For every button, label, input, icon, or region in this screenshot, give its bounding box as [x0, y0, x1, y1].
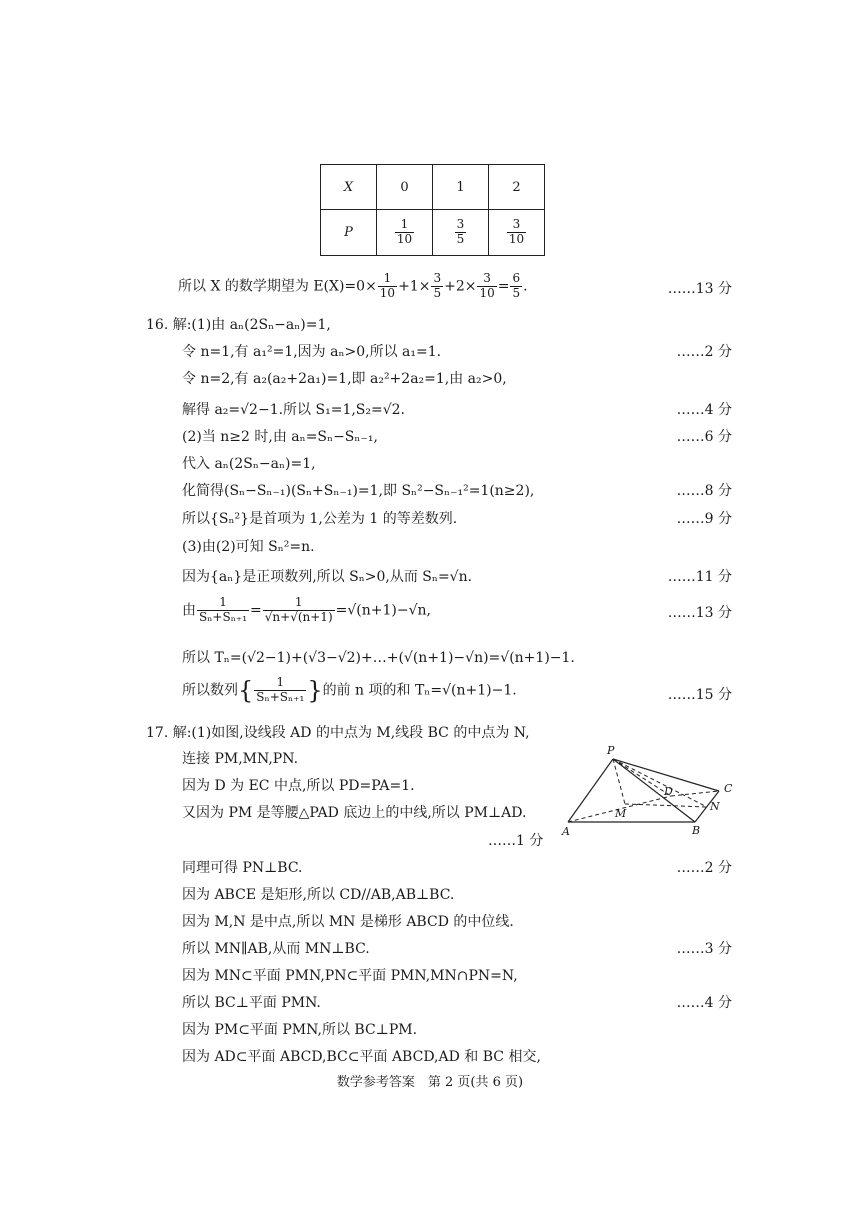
text-line: 又因为 PM 是等腰△PAD 底边上的中线,所以 PM⊥AD. [182, 805, 527, 821]
text-line: 16. 解:(1)由 aₙ(2Sₙ−aₙ)=1, [146, 317, 331, 333]
table-cell: 2 [489, 165, 545, 210]
text-line: 因为 AD⊂平面 ABCD,BC⊂平面 ABCD,AD 和 BC 相交, [182, 1049, 541, 1065]
label-b: B [692, 824, 701, 837]
table-header-p: P [321, 210, 377, 256]
score-label: ……4 分 [676, 995, 732, 1011]
label-n: N [710, 800, 720, 813]
score-label: ……13 分 [667, 281, 732, 297]
score-label: ……3 分 [676, 941, 732, 957]
geometry-figure [558, 742, 748, 838]
text-line: 令 n=1,有 a₁²=1,因为 aₙ>0,所以 a₁=1. ……2 分 [0, 337, 860, 363]
score-label: ……8 分 [676, 483, 732, 499]
text-line: 因为 D 为 EC 中点,所以 PD=PA=1. [182, 778, 415, 794]
text-line: 化简得(Sₙ−Sₙ₋₁)(Sₙ+Sₙ₋₁)=1,即 Sₙ²−Sₙ₋₁²=1(n≥2), ……8 分 [0, 476, 860, 502]
text-line: 令 n=2,有 a₂(a₂+2a₁)=1,即 a₂²+2a₂=1,由 a₂>0, [182, 371, 507, 387]
score-label: ……2 分 [676, 860, 732, 876]
text-line: 所以{Sₙ²}是首项为 1,公差为 1 的等差数列. ……9 分 [0, 504, 860, 530]
label-m: M [615, 807, 627, 820]
equation-line: 由 $\frac{1}{\text{Sₙ+Sₙ₊₁}}$ = $\frac{1}{√n+√(n+1)}$ =√(n+1)−√n, ……13 分 [182, 595, 732, 624]
table-cell: 1 [433, 165, 489, 210]
table-header-x: X [321, 165, 377, 210]
text-line: 所以 MN∥AB,从而 MN⊥BC. ……3 分 [0, 934, 860, 960]
text-line: (3)由(2)可知 Sₙ²=n. [182, 539, 315, 555]
text-line: 代入 aₙ(2Sₙ−aₙ)=1, [182, 456, 316, 472]
text-line: 因为 M,N 是中点,所以 MN 是梯形 ABCD 的中位线. [182, 914, 514, 930]
text-line: 所以 Tₙ=(√2−1)+(√3−√2)+…+(√(n+1)−√n)=√(n+1)−1. [182, 650, 575, 666]
text-line: 所以 BC⊥平面 PMN. ……4 分 [0, 988, 860, 1014]
label-d: D [664, 785, 673, 798]
score-label: ……9 分 [676, 511, 732, 527]
distribution-table [320, 164, 545, 256]
score-label: ……1 分 [488, 833, 544, 849]
score-label: ……6 分 [676, 429, 732, 445]
text-line: 连接 PM,MN,PN. [182, 751, 299, 767]
score-label: ……4 分 [676, 402, 732, 418]
score-label: ……13 分 [667, 605, 732, 621]
score-label: ……2 分 [676, 344, 732, 360]
table-cell: $\frac{3}{5}$ [433, 210, 489, 256]
text-line: 同理可得 PN⊥BC. ……2 分 [0, 853, 860, 879]
table-cell: $\frac{3}{10}$ [489, 210, 545, 256]
page-footer: 数学参考答案 第 2 页(共 6 页) [336, 1075, 524, 1090]
text-line: 解得 a₂=√2−1.所以 S₁=1,S₂=√2. ……4 分 [0, 395, 860, 421]
table-cell: 0 [377, 165, 433, 210]
equation-line: 所以数列{ $\frac{1}{\text{Sₙ+Sₙ₊₁}}$ }的前 n 项的和 Tₙ=√(n+1)−1. ……15 分 [182, 675, 732, 705]
score-label: ……15 分 [667, 687, 732, 703]
text-line: 因为{aₙ}是正项数列,所以 Sₙ>0,从而 Sₙ=√n. ……11 分 [0, 562, 860, 588]
label-p: P [607, 744, 615, 757]
score-label: ……11 分 [667, 569, 732, 585]
table-cell: $\frac{1}{10}$ [377, 210, 433, 256]
expectation-line: 所以 X 的数学期望为 E(X)=0× $\frac{1}{10}$ +1× $\frac{3}{5}$ +2× $\frac{3}{10}$ = $\frac{6}{5}$ . ……13 分 [178, 271, 732, 300]
text-line: 17. 解:(1)如图,设线段 AD 的中点为 M,线段 BC 的中点为 N, [146, 725, 530, 741]
label-a: A [562, 825, 570, 838]
label-c: C [724, 782, 733, 795]
text-line: 因为 MN⊂平面 PMN,PN⊂平面 PMN,MN∩PN=N, [182, 968, 518, 984]
text-line: 因为 PM⊂平面 PMN,所以 BC⊥PM. [182, 1022, 418, 1038]
text-line: 因为 ABCE 是矩形,所以 CD//AB,AB⊥BC. [182, 887, 455, 903]
text-line: (2)当 n≥2 时,由 aₙ=Sₙ−Sₙ₋₁, ……6 分 [0, 422, 860, 448]
